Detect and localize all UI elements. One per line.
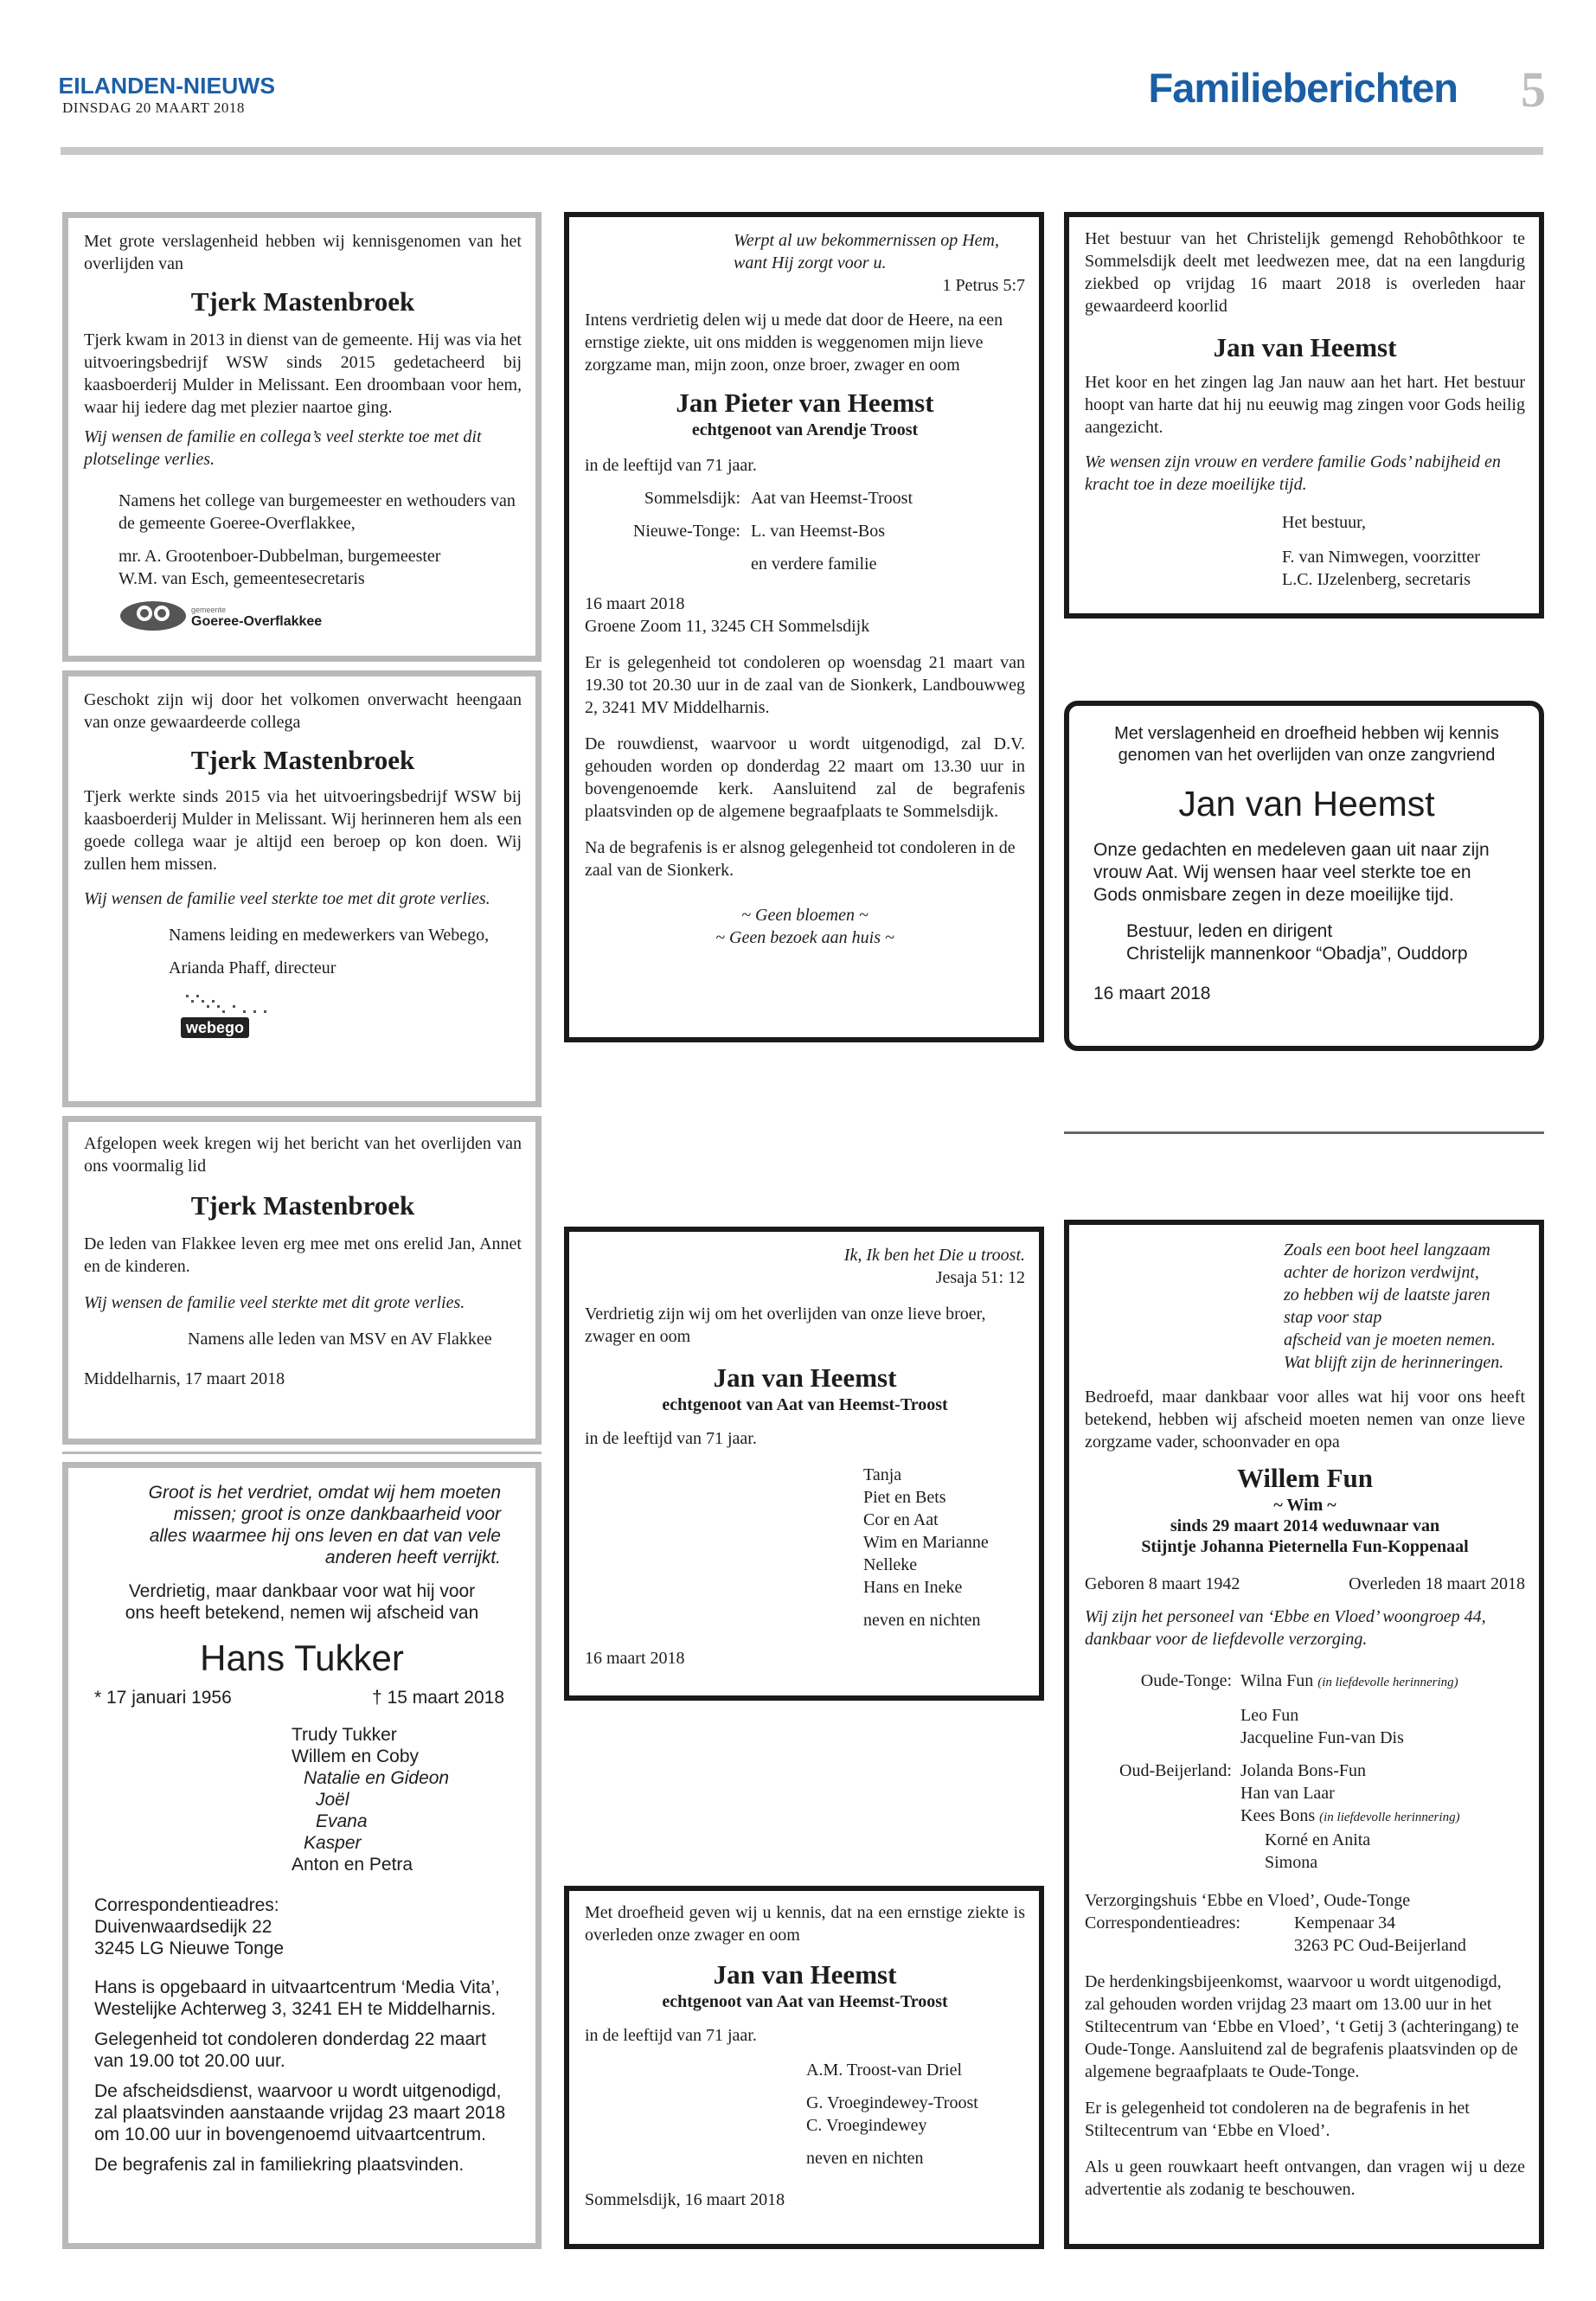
family-name: en verdere familie — [751, 554, 877, 574]
age-line: in de leeftijd van 71 jaar. — [585, 456, 757, 475]
ad-intro: Bedroefd, maar dankbaar voor alles wat hij voor ons heeft betekend, hebben wij afscheid moeten nemen van onze lieve zorgzame vader, schoonvader en opa — [1085, 1388, 1525, 1452]
family-row — [1085, 1670, 1525, 1749]
verse-line: Wat blijft zijn de herinneringen. — [1284, 1353, 1504, 1372]
age-line: in de leeftijd van 71 jaar. — [585, 1429, 757, 1448]
ad-wish: Wij wensen de familie veel sterkte toe met dit grote verlies. — [84, 889, 490, 908]
correspondence-street: Kempenaar 34 — [1294, 1913, 1396, 1932]
verse-line: afscheid van je moeten nemen. — [1284, 1330, 1496, 1349]
issue-date: DINSDAG 20 MAART 2018 — [62, 99, 245, 116]
family-name: Wim en Marianne — [863, 1533, 989, 1552]
ad-body: Tjerk werkte sinds 2015 via het uitvoeringsbedrijf WSW bij kaasboerderij Mulder in Melissant. Wij herinneren hem als een goede collega waar je altijd een beroep op kon doen. Wij zullen hem missen. — [84, 787, 522, 874]
section-title: Familieberichten — [1148, 65, 1458, 111]
correspondence-label: Correspondentieadres: — [94, 1895, 279, 1915]
family-place: Nieuwe-Tonge: — [632, 522, 740, 541]
ad-paragraph: De afscheidsdienst, waarvoor u wordt uitgenodigd, zal plaatsvinden aanstaande vrijdag 23 maart 2018 om 10.00 uur in bovengenoemd uitvaartcentrum. — [94, 2081, 506, 2144]
logo-small-text: gemeente — [191, 606, 227, 614]
deceased-name: Tjerk Mastenbroek — [190, 745, 415, 775]
life-dates — [94, 1688, 510, 1708]
family-name: Trudy Tukker — [292, 1725, 397, 1745]
logo-mark-icon — [119, 599, 188, 633]
ad-tjerk-gemeente — [62, 212, 542, 662]
family-name: Joël — [316, 1790, 349, 1810]
ad-wish: Wij wensen de familie veel sterkte met dit grote verlies. — [84, 1293, 465, 1312]
ad-intro: Intens verdrietig delen wij u mede dat door de Heere, na een ernstige ziekte, uit ons midden is weggenomen mijn lieve zorgzame man, mijn zoon, onze broer, zwager en oom — [585, 311, 1003, 375]
closing-line: ~ Geen bloemen ~ — [741, 906, 869, 925]
signature-line: Christelijk mannenkoor “Obadja”, Ouddorp — [1126, 944, 1468, 964]
verse-block — [1085, 1239, 1525, 1374]
death-date: Overleden 18 maart 2018 — [1349, 1574, 1525, 1593]
verse-line: Ik, Ik ben het Die u troost. — [843, 1246, 1025, 1265]
header-rule — [61, 147, 1543, 155]
correspondence-street: Duivenwaardsedijk 22 — [94, 1917, 272, 1937]
ad-body: Tjerk kwam in 2013 in dienst van de gemeente. Hij was via het uitvoeringsbedrijf WSW sinds 2015 gedetacheerd bij kaasboerderij Mulder in Melissant. Een droombaan voor hem, waar hij iedere dag met plezier naartoe ging. — [84, 330, 522, 417]
family-name: Hans en Ineke — [863, 1578, 963, 1597]
death-date: † 15 maart 2018 — [372, 1688, 504, 1708]
deceased-name: Tjerk Mastenbroek — [190, 1190, 415, 1221]
signature-line: Bestuur, leden en dirigent — [1126, 921, 1333, 941]
correspondence-city: 3263 PC Oud-Beijerland — [1294, 1936, 1466, 1955]
ad-intro: Met droefheid geven wij u kennis, dat na een ernstige ziekte is overleden onze zwager en oom — [585, 1903, 1025, 1945]
ad-paragraph: Na de begrafenis is er alsnog gelegenheid tot condoleren in de zaal van de Sionkerk. — [585, 838, 1016, 880]
ad-paragraph: Hans is opgebaard in uitvaartcentrum ‘Media Vita’, Westelijke Achterweg 3, 3241 EH te Middelharnis. — [94, 1977, 500, 2019]
family-row — [585, 520, 1025, 542]
ad-paragraph: De rouwdienst, waarvoor u wordt uitgenodigd, zal D.V. gehouden worden op donderdag 22 maart om 13.30 uur in bovengenoemde kerk. Aansluitend zal de begrafenis plaatsvinden op de algemene begraafplaats te Sommelsdijk. — [585, 734, 1025, 821]
spouse-line: echtgenoot van Arendje Troost — [691, 420, 919, 439]
verse-line: Zoals een boot heel langzaam — [1284, 1240, 1490, 1259]
logo-text: webego — [181, 1017, 249, 1038]
signature-line: Het bestuur, — [1282, 513, 1366, 532]
verse-line: achter de horizon verdwijnt, — [1284, 1263, 1479, 1282]
ad-jan-van-heemst-family — [564, 1227, 1044, 1701]
place-date: Middelharnis, 17 maart 2018 — [84, 1369, 285, 1388]
nickname: ~ Wim ~ — [1273, 1496, 1336, 1515]
signature-line: W.M. van Esch, gemeentesecretaris — [119, 569, 365, 588]
signature-line: F. van Nimwegen, voorzitter — [1282, 548, 1480, 567]
signature-line: mr. A. Grootenboer-Dubbelman, burgemeester — [119, 547, 441, 566]
ad-date: 16 maart 2018 — [585, 1649, 685, 1668]
ad-thanks: Wij zijn het personeel van ‘Ebbe en Vloed’ woongroep 44, dankbaar voor de liefdevolle verzorging. — [1085, 1607, 1486, 1649]
family-name: Piet en Bets — [863, 1488, 946, 1507]
correspondence-city: 3245 LG Nieuwe Tonge — [94, 1939, 285, 1958]
ad-paragraph: Als u geen rouwkaart heeft ontvangen, dan vragen wij u deze advertentie als zodanig te beschouwen. — [1085, 2157, 1525, 2199]
ad-paragraph: Er is gelegenheid tot condoleren na de begrafenis in het Stiltecentrum van ‘Ebbe en Vloed’. — [1085, 2099, 1470, 2140]
family-name: Evana — [316, 1811, 368, 1831]
page-number: 5 — [1521, 61, 1546, 118]
correspondence-label: Correspondentieadres: — [1085, 1913, 1240, 1932]
ad-willem-fun — [1064, 1220, 1544, 2249]
ad-intro: Verdrietig, maar dankbaar voor wat hij voor ons heeft betekend, nemen wij afscheid van — [125, 1581, 479, 1623]
logo-text: Goeree-Overflakkee — [191, 614, 323, 629]
webego-logo — [181, 991, 293, 1045]
ad-intro: Verdrietig zijn wij om het overlijden van onze lieve broer, zwager en oom — [585, 1304, 986, 1346]
ad-body: De leden van Flakkee leven erg mee met ons erelid Jan, Annet en de kinderen. — [84, 1234, 522, 1276]
ad-tjerk-webego — [62, 670, 542, 1107]
ad-jan-van-heemst-rehoboth — [1064, 212, 1544, 619]
ad-jan-pieter-van-heemst — [564, 212, 1044, 1042]
family-name: A.M. Troost-van Driel — [806, 2061, 963, 2080]
family-list — [585, 1464, 1025, 1599]
family-name: Wilna Fun — [1240, 1671, 1314, 1690]
deceased-name: Tjerk Mastenbroek — [190, 286, 415, 317]
ad-date: 16 maart 2018 — [1093, 984, 1211, 1003]
ad-intro: Met verslagenheid en droefheid hebben wij kennis genomen van het overlijden van onze zangvriend — [1114, 724, 1499, 765]
family-list — [94, 1724, 510, 1875]
deceased-name: Jan van Heemst — [1178, 784, 1435, 824]
family-row — [585, 487, 1025, 510]
family-place: Oude-Tonge: — [1140, 1671, 1232, 1690]
deceased-name: Jan van Heemst — [713, 1959, 897, 1990]
age-line: in de leeftijd van 71 jaar. — [585, 2026, 757, 2045]
ad-tjerk-flakkee — [62, 1116, 542, 1445]
family-place: Sommelsdijk: — [644, 489, 740, 508]
family-name: Natalie en Gideon — [304, 1768, 450, 1788]
verse-line: Werpt al uw bekommernissen op Hem, — [734, 231, 1000, 250]
signature-line: Arianda Phaff, directeur — [169, 958, 337, 977]
family-name: Jacqueline Fun-van Dis — [1240, 1728, 1404, 1747]
ad-intro: Geschokt zijn wij door het volkomen onverwacht heengaan van onze gewaardeerde collega — [84, 690, 522, 732]
place-date: Sommelsdijk, 16 maart 2018 — [585, 2190, 785, 2209]
ad-wish: We wensen zijn vrouw en verdere familie Gods’ nabijheid en kracht toe in deze moeilijke tijd. — [1085, 452, 1501, 494]
ad-quote: Groot is het verdriet, omdat wij hem moeten missen; groot is onze dankbaarheid voor alles waarmee hij ons leven en dat van vele anderen heeft verrijkt. — [148, 1483, 501, 1567]
divider — [62, 1452, 542, 1454]
deceased-name: Hans Tukker — [200, 1638, 404, 1678]
birth-date: * 17 januari 1956 — [94, 1688, 232, 1708]
family-name: Jolanda Bons-Fun — [1240, 1761, 1366, 1780]
widower-line: sinds 29 maart 2014 weduwnaar van — [1170, 1516, 1440, 1535]
family-name: Anton en Petra — [292, 1855, 413, 1875]
signature-line: Namens het college van burgemeester en wethouders van de gemeente Goeree-Overflakkee, — [119, 491, 516, 533]
ad-paragraph: De herdenkingsbijeenkomst, waarvoor u wordt uitgenodigd, zal gehouden worden vrijdag 23 maart om 13.00 uur in het Stiltecentrum van ‘Ebbe en Vloed’, ‘t Getij 3 (achteringang) te Oude-Tonge. Aansluitend zal de begrafenis plaatsvinden op de algemene begraafplaats te Oude-Tonge. — [1085, 1972, 1519, 2081]
care-home: Verzorgingshuis ‘Ebbe en Vloed’, Oude-Tonge — [1085, 1891, 1411, 1910]
family-name: Simona — [1265, 1853, 1318, 1872]
ad-jan-van-heemst-troost — [564, 1886, 1044, 2249]
family-name: neven en nichten — [863, 1611, 981, 1630]
spouse-line: Stijntje Johanna Pieternella Fun-Koppenaal — [1141, 1537, 1469, 1556]
spouse-line: echtgenoot van Aat van Heemst-Troost — [662, 1992, 948, 2011]
deceased-name: Jan van Heemst — [1213, 332, 1397, 362]
family-name: Tanja — [863, 1465, 902, 1484]
ad-body: Onze gedachten en medeleven gaan uit naar zijn vrouw Aat. Wij wensen haar veel sterkte toe en Gods onmisbare zegen in deze moeilijke tijd. — [1093, 840, 1490, 905]
signature-line: Namens leiding en medewerkers van Webego, — [169, 926, 490, 945]
verse-line: stap voor stap — [1284, 1308, 1382, 1327]
ad-paragraph: Er is gelegenheid tot condoleren op woensdag 21 maart van 19.30 tot 20.30 uur in de zaal van de Sionkerk, Landbouwweg 2, 3241 MV Middelharnis. — [585, 653, 1025, 717]
family-name: Leo Fun — [1240, 1706, 1299, 1725]
family-name: Willem en Coby — [292, 1747, 420, 1766]
signature-line: Namens alle leden van MSV en AV Flakkee — [188, 1330, 492, 1349]
family-name: Cor en Aat — [863, 1510, 939, 1529]
ad-address: Groene Zoom 11, 3245 CH Sommelsdijk — [585, 617, 870, 636]
family-name: neven en nichten — [806, 2149, 924, 2168]
memory-note: (in liefdevolle herinnering) — [1317, 1676, 1458, 1689]
family-name: Kasper — [304, 1833, 362, 1853]
family-name: Nelleke — [863, 1555, 918, 1574]
ad-wish: Wij wensen de familie en collega’s veel sterkte toe met dit plotselinge verlies. — [84, 427, 482, 469]
correspondence-row — [1085, 1912, 1525, 1934]
masthead-logo: EILANDEN-NIEUWS — [58, 73, 276, 99]
ad-date: 16 maart 2018 — [585, 594, 685, 613]
family-name: G. Vroegindewey-Troost — [806, 2093, 978, 2112]
family-row — [1085, 1759, 1525, 1874]
signature-line: L.C. IJzelenberg, secretaris — [1282, 570, 1471, 589]
memory-note: (in liefdevolle herinnering) — [1319, 1811, 1460, 1824]
goeree-overflakkee-logo — [119, 599, 522, 633]
verse-line: zo hebben wij de laatste jaren — [1284, 1285, 1490, 1304]
deceased-name: Willem Fun — [1236, 1463, 1374, 1493]
family-place: Oud-Beijerland: — [1119, 1761, 1232, 1780]
ad-hans-tukker — [62, 1462, 542, 2249]
birth-date: Geboren 8 maart 1942 — [1085, 1574, 1240, 1593]
logo-dots-icon — [181, 991, 293, 1017]
deceased-name: Jan Pieter van Heemst — [676, 388, 934, 418]
family-name: L. van Heemst-Bos — [751, 522, 885, 541]
family-name: C. Vroegindewey — [806, 2116, 927, 2135]
spouse-line: echtgenoot van Aat van Heemst-Troost — [662, 1395, 948, 1414]
ad-paragraph: De begrafenis zal in familiekring plaatsvinden. — [94, 2155, 465, 2175]
divider — [1064, 1131, 1544, 1134]
ad-intro: Het bestuur van het Christelijk gemengd Rehobôthkoor te Sommelsdijk deelt met leedwezen mee, dat na een langdurig ziekbed op vrijdag 16 maart 2018 is overleden haar gewaardeerd koorlid — [1085, 229, 1525, 316]
family-name: Han van Laar — [1240, 1784, 1335, 1803]
ad-intro: Met grote verslagenheid hebben wij kennisgenomen van het overlijden van — [84, 232, 522, 273]
ad-body: Het koor en het zingen lag Jan nauw aan het hart. Het bestuur hoopt van harte dat hij nu eeuwig mag zingen voor Gods heilig aangezicht. — [1085, 373, 1525, 437]
verse-reference: 1 Petrus 5:7 — [942, 276, 1025, 295]
ad-intro: Afgelopen week kregen wij het bericht van het overlijden van ons voormalig lid — [84, 1134, 522, 1176]
family-name: Kees Bons — [1240, 1806, 1316, 1825]
life-dates — [1085, 1573, 1525, 1595]
closing-line: ~ Geen bezoek aan huis ~ — [715, 928, 894, 947]
ad-jan-van-heemst-obadja — [1064, 701, 1544, 1051]
verse-line: want Hij zorgt voor u. — [734, 253, 887, 272]
deceased-name: Jan van Heemst — [713, 1362, 897, 1393]
family-name: Korné en Anita — [1265, 1830, 1371, 1849]
ad-paragraph: Gelegenheid tot condoleren donderdag 22 maart van 19.00 tot 20.00 uur. — [94, 2029, 486, 2071]
family-name: Aat van Heemst-Troost — [751, 489, 913, 508]
verse-reference: Jesaja 51: 12 — [935, 1268, 1025, 1287]
